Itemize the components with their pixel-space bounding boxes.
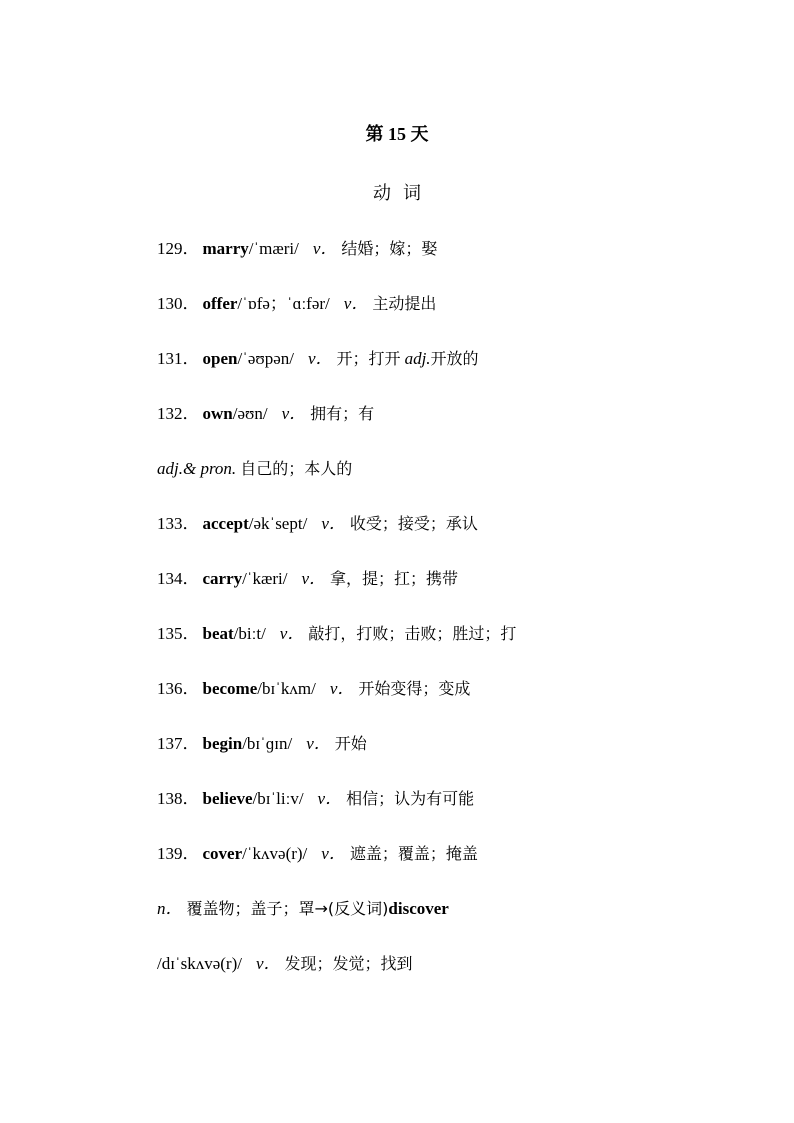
entry-phonetic: /ˈɒfə；ˈɑːfər/ (237, 294, 330, 313)
entry-phonetic: /ˈəʊpən/ (237, 349, 294, 368)
entry-pos: v． (312, 239, 338, 258)
entry-word: beat (202, 624, 234, 643)
entry-pos: v． (329, 679, 355, 698)
entry-pos: v． (281, 404, 307, 423)
entry-meaning: 发现；发觉；找到 (284, 954, 413, 973)
section-title: 动词 (373, 183, 433, 204)
entry-meaning: 开始变得；变成 (358, 679, 471, 698)
entry-meaning: 敲打，打败；击败；胜过；打 (308, 624, 517, 643)
entry-word: begin (202, 734, 243, 753)
entry-word: believe (202, 789, 253, 808)
entry-meaning: 拥有；有 (310, 404, 375, 423)
vocab-entry-continuation (157, 457, 352, 481)
entry-word: marry (202, 239, 249, 258)
entry-phonetic: /bɪˈɡɪn/ (242, 734, 293, 753)
entry-word: own (202, 404, 233, 423)
entry-number: 130． (157, 294, 200, 313)
entry-word: accept (202, 514, 249, 533)
entry-pos: v． (255, 954, 281, 973)
vocab-entry (157, 292, 436, 316)
entry-pos: v． (321, 844, 346, 863)
entry-pos: v． (308, 349, 333, 368)
entry-pos-secondary: adj. (404, 349, 431, 368)
entry-word: cover (202, 844, 243, 863)
entry-meaning: 覆盖物；盖子；罩→(反义词) (186, 899, 389, 918)
vocab-entry (157, 732, 367, 756)
entry-number: 133． (157, 514, 200, 533)
entry-pos: v． (306, 734, 331, 753)
entry-meaning: 结婚；嫁；娶 (341, 239, 438, 258)
entry-word: become (202, 679, 258, 698)
entry-number: 135． (157, 624, 200, 643)
entry-meaning-secondary: 开放的 (430, 349, 479, 368)
vocab-entry (157, 567, 458, 591)
entry-pos: n． (157, 899, 183, 918)
entry-meaning: 拿，提；扛；携带 (330, 569, 459, 588)
entry-word: offer (202, 294, 238, 313)
entry-meaning: 主动提出 (372, 294, 437, 313)
entry-phonetic: /biːt/ (233, 624, 266, 643)
entry-pos: v． (301, 569, 327, 588)
page-title: 第 15 天 (365, 124, 429, 144)
entry-phonetic: /ˈmæri/ (248, 239, 299, 258)
vocab-entry-continuation (157, 952, 413, 976)
entry-pos: v． (279, 624, 305, 643)
entry-phonetic: /ˈkæri/ (242, 569, 288, 588)
entry-meaning: 收受；接受；承认 (349, 514, 478, 533)
entry-meaning: 开；打开 (336, 349, 401, 368)
entry-phonetic: /bɪˈliːv/ (252, 789, 304, 808)
entry-phonetic: /əʊn/ (232, 404, 268, 423)
entry-meaning: 相信；认为有可能 (346, 789, 475, 808)
vocab-entry (157, 512, 478, 536)
entry-phonetic: /əkˈsept/ (248, 514, 308, 533)
entry-pos: adj.& pron. (157, 459, 237, 478)
entry-word: open (202, 349, 238, 368)
vocab-entry (157, 237, 437, 261)
entry-meaning: 开始 (334, 734, 367, 753)
entry-pos: v． (317, 789, 343, 808)
vocab-entry (157, 347, 479, 371)
vocab-entry (157, 787, 474, 811)
vocab-entry (157, 622, 516, 646)
entry-phonetic: /ˈkʌvə(r)/ (242, 844, 308, 863)
entry-phonetic: /bɪˈkʌm/ (257, 679, 316, 698)
entry-number: 137． (157, 734, 200, 753)
entry-antonym-word: discover (388, 899, 449, 918)
vocab-entry (157, 842, 478, 866)
entry-word: carry (202, 569, 243, 588)
entry-number: 132． (157, 404, 200, 423)
vocab-entry (157, 677, 470, 701)
vocab-entry-continuation (157, 897, 449, 921)
entry-number: 136． (157, 679, 200, 698)
entry-number: 139． (157, 844, 200, 863)
entry-phonetic: /dɪˈskʌvə(r)/ (157, 954, 242, 973)
entry-pos: v． (321, 514, 346, 533)
entry-number: 138． (157, 789, 200, 808)
entry-number: 129． (157, 239, 200, 258)
entry-number: 134． (157, 569, 200, 588)
entry-meaning: 遮盖；覆盖；掩盖 (349, 844, 478, 863)
entry-meaning: 自己的；本人的 (240, 459, 353, 478)
vocab-entry (157, 402, 374, 426)
entry-pos: v． (343, 294, 369, 313)
entry-number: 131． (157, 349, 200, 368)
